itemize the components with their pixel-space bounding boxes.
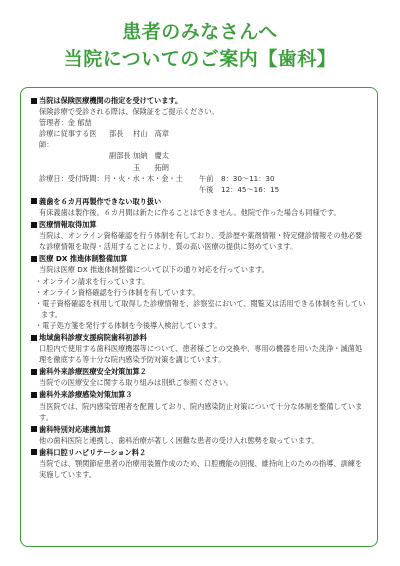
section-body: 当院では、顎関節症患者の治療用装置作成のため、口腔機能の回復、維持向上のための指導、訓練を実施しています。: [39, 459, 363, 480]
section-body: 他の歯科医院と連携し、歯科治療が著しく困難な患者の受け入れ態勢を取っています。: [39, 435, 319, 445]
bullet-square-icon: [31, 198, 37, 204]
section-infection: [31, 389, 369, 422]
doctor-row: 玉 拓朗: [133, 162, 169, 172]
section-heading: 歯科口腔リハビリテーション料２: [31, 447, 369, 458]
section-body: 当院は医療 DX 推進体制整備について以下の通り対応を行っています。: [39, 265, 269, 275]
section-heading: 医療 DX 推進体制整備加算: [31, 253, 369, 264]
insurance-text: 保険診療で受診される際は、保険証をご提示ください。: [39, 107, 219, 117]
hours-row: 診療日：受付時間：月・火・水・木・金・土 午前 8：30～11：30: [39, 173, 275, 183]
doctor-row: 診療に従事する医師： 部長 村山 高章: [39, 129, 169, 150]
section-rehab: [31, 447, 369, 480]
section-regional: [31, 332, 369, 365]
section-heading: 義歯を６カ月再製作できない取り扱い: [31, 196, 369, 207]
section-heading: 歯科外来診療感染対策加算３: [31, 389, 369, 400]
manager-text: 管理者：金 郁喆: [39, 118, 92, 128]
bullet-square-icon: [31, 256, 37, 262]
list-item: ・オンライン請求を行っています。: [35, 276, 150, 286]
section-heading: 当院は保険医療機関の指定を受けています。: [31, 95, 369, 106]
doctor-row: 副部長 加納 慶太: [109, 151, 169, 161]
section-body: 口腔内で使用する歯科医療機器等について、患者様ごとの交換や、専用の機器を用いた洗浄・滅菌処理を徹底する等十分な院内感染予防対策を講じています。: [39, 344, 363, 365]
list-item: ・電子資格確認を利用して取得した診療情報を、診察室において、閲覧又は活用できる体制を有しています。: [35, 298, 366, 319]
bullet-square-icon: [31, 222, 37, 228]
bullet-square-icon: [31, 335, 37, 341]
section-heading: 医療情報取得加算: [31, 219, 369, 230]
section-heading: 歯科外来診療医療安全対策加算２: [31, 366, 369, 377]
list-item: ・電子処方箋を発行する体制を今後導入検討しています。: [35, 320, 222, 330]
section-heading: 地域歯科診療支援病院歯科初診料: [31, 332, 369, 343]
section-safety: [31, 366, 369, 388]
section-body: 有床義歯は製作後、６カ月間は新たに作ることはできません。他院で作った場合も同様です。: [39, 207, 341, 217]
section-denture: [31, 196, 369, 218]
list-item: ・オンライン資格確認を行う体制を有しています。: [35, 287, 200, 297]
bullet-square-icon: [31, 369, 37, 375]
page-title-line1: 患者のみなさんへ: [122, 21, 278, 43]
bullet-square-icon: [31, 98, 37, 104]
section-body: 当医院では、院内感染管理者を配置しており、院内感染防止対策について十分な体制を整備しています。: [39, 401, 363, 422]
bullet-square-icon: [31, 392, 37, 398]
section-insurance: [31, 95, 369, 195]
section-heading: 歯科特別対応連携加算: [31, 424, 369, 435]
page-title-line2: 当院についてのご案内【歯科】: [63, 48, 337, 70]
section-dx: [31, 253, 369, 331]
bullet-square-icon: [31, 426, 37, 432]
section-special: [31, 424, 369, 446]
notice-panel: [20, 87, 378, 547]
section-medinfo: [31, 219, 369, 252]
section-body: 当院は、オンライン資格確認を行う体制を有しており、受診歴や薬剤情報・特定健診情報その他必要な診療情報を取得・活用することにより、質の高い医療の提供に努めています。: [39, 231, 363, 252]
section-body: 当院での医療安全に関する取り組みは別紙ご参照ください。: [39, 378, 234, 388]
hours-row: 午後 12：45～16：15: [199, 184, 280, 194]
bullet-square-icon: [31, 449, 37, 455]
